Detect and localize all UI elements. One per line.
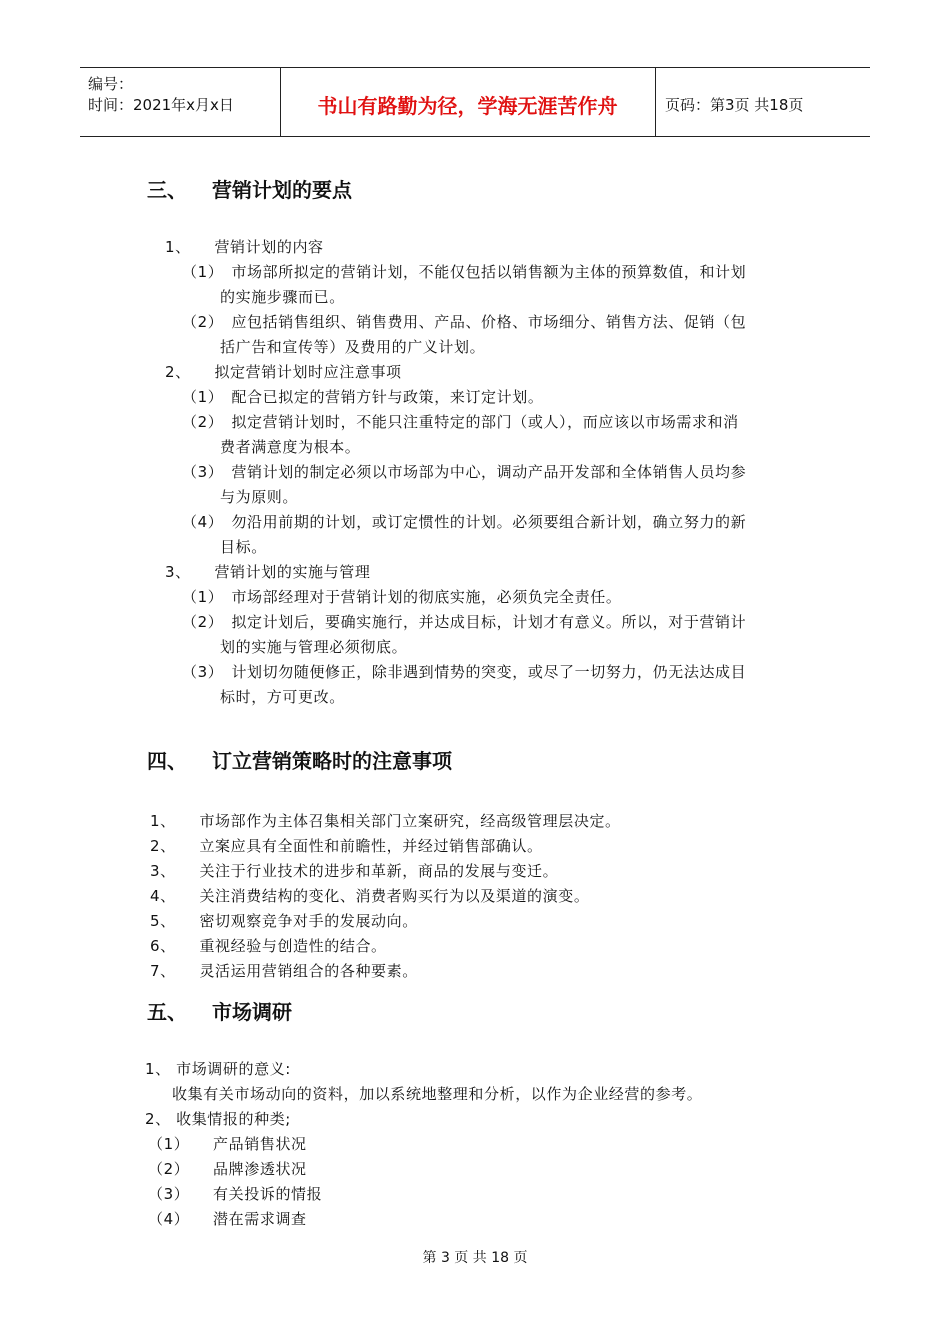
list-item: 3、 营销计划的实施与管理 xyxy=(165,563,371,581)
section-number: 四、 xyxy=(147,749,187,773)
list-item: （1） 配合已拟定的营销方针与政策，来订定计划。 xyxy=(182,388,544,406)
list-item: （3） 有关投诉的情报 xyxy=(148,1185,323,1203)
list-item: （4） 勿沿用前期的计划，或订定惯性的计划。必须要组合新计划，确立努力的新 xyxy=(182,513,747,531)
list-item: （1） 市场部所拟定的营销计划，不能仅包括以销售额为主体的预算数值，和计划 xyxy=(182,263,747,281)
list-item: 7、 灵活运用营销组合的各种要素。 xyxy=(150,962,418,980)
paragraph: 收集有关市场动向的资料，加以系统地整理和分析，以作为企业经营的参考。 xyxy=(172,1085,703,1103)
list-item: 2、 立案应具有全面性和前瞻性，并经过销售部确认。 xyxy=(150,837,543,855)
header-divider xyxy=(655,68,656,136)
section-title: 营销计划的要点 xyxy=(212,178,352,202)
list-item: （1） 产品销售状况 xyxy=(148,1135,307,1153)
header-motto: 书山有路勤为径，学海无涯苦作舟 xyxy=(317,94,618,118)
section-title: 市场调研 xyxy=(212,1000,292,1024)
list-item-continuation: 括广告和宣传等）及费用的广义计划。 xyxy=(220,338,486,356)
list-item: 2、 收集情报的种类; xyxy=(145,1110,291,1128)
list-item: （2） 拟定营销计划时，不能只注重特定的部门（或人），而应该以市场需求和消 xyxy=(182,413,739,431)
list-item: 3、 关注于行业技术的进步和革新，商品的发展与变迁。 xyxy=(150,862,559,880)
list-item: （2） 应包括销售组织、销售费用、产品、价格、市场细分、销售方法、促销（包 xyxy=(182,313,747,331)
page-header xyxy=(80,67,870,137)
list-item: 4、 关注消费结构的变化、消费者购买行为以及渠道的演变。 xyxy=(150,887,590,905)
list-item: （2） 品牌渗透状况 xyxy=(148,1160,307,1178)
header-meta xyxy=(88,74,234,116)
list-item: 1、 营销计划的内容 xyxy=(165,238,324,256)
list-item: 1、 市场部作为主体召集相关部门立案研究，经高级管理层决定。 xyxy=(150,812,621,830)
list-item-continuation: 与为原则。 xyxy=(220,488,299,506)
list-item: （1） 市场部经理对于营销计划的彻底实施，必须负完全责任。 xyxy=(182,588,622,606)
header-page-info: 页码：第3页 共18页 xyxy=(665,96,804,114)
list-item: （3） 计划切勿随便修正，除非遇到情势的突变，或尽了一切努力，仍无法达成目 xyxy=(182,663,747,681)
list-item: 6、 重视经验与创造性的结合。 xyxy=(150,937,387,955)
list-item-continuation: 划的实施与管理必须彻底。 xyxy=(220,638,408,656)
list-item: 2、 拟定营销计划时应注意事项 xyxy=(165,363,402,381)
list-item-continuation: 费者满意度为根本。 xyxy=(220,438,361,456)
list-item: （3） 营销计划的制定必须以市场部为中心，调动产品开发部和全体销售人员均参 xyxy=(182,463,747,481)
list-item: 5、 密切观察竞争对手的发展动向。 xyxy=(150,912,418,930)
list-item: （4） 潜在需求调查 xyxy=(148,1210,307,1228)
page-footer: 第 3 页 共 18 页 xyxy=(422,1250,528,1266)
list-item-continuation: 目标。 xyxy=(220,538,267,556)
list-item-continuation: 标时，方可更改。 xyxy=(220,688,345,706)
section-title: 订立营销策略时的注意事项 xyxy=(212,749,452,773)
list-item-continuation: 的实施步骤而已。 xyxy=(220,288,345,306)
list-item: （2） 拟定计划后，要确实施行，并达成目标，计划才有意义。所以，对于营销计 xyxy=(182,613,747,631)
section-number: 三、 xyxy=(147,178,187,202)
document-date: 时间：2021年x月x日 xyxy=(88,96,234,114)
document-number-label: 编号： xyxy=(88,75,134,93)
section-number: 五、 xyxy=(147,1000,187,1024)
list-item: 1、 市场调研的意义: xyxy=(145,1060,291,1078)
